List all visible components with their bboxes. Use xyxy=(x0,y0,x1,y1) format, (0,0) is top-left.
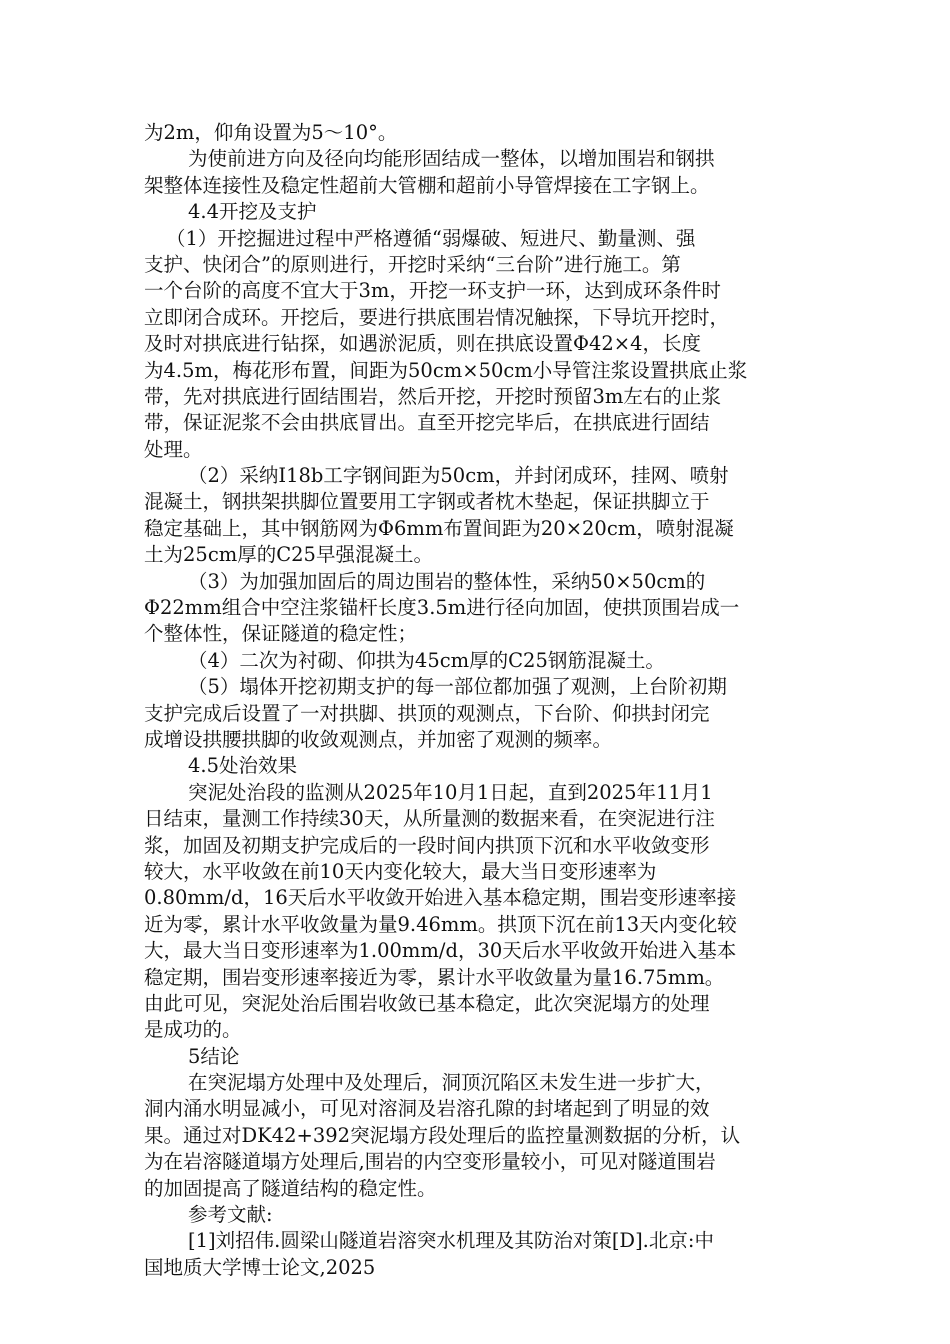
text-line: 的加固提高了隧道结构的稳定性。 xyxy=(144,1176,437,1200)
text-line: 在突泥塌方处理中及处理后，洞顶沉陷区未发生进一步扩大， xyxy=(188,1071,715,1095)
text-line: （3）为加强加固后的周边围岩的整体性，采纳50×50cm的 xyxy=(188,569,706,593)
document-page xyxy=(144,120,806,1281)
text-line: 个整体性，保证隧道的稳定性； xyxy=(144,622,418,646)
text-line: 浆，加固及初期支护完成后的一段时间内拱顶下沉和水平收敛变形 xyxy=(144,833,710,857)
text-line: 参考文献: xyxy=(188,1203,273,1227)
text-line: （4）二次为衬砌、仰拱为45cm厚的C25钢筋混凝土。 xyxy=(188,648,665,672)
text-line: 一个台阶的高度不宜大于3m，开挖一环支护一环，达到成环条件时 xyxy=(144,279,721,303)
text-line: 果。通过对DK42+392突泥塌方段处理后的监控量测数据的分析，认 xyxy=(144,1123,741,1147)
text-line: 洞内涌水明显减小，可见对溶洞及岩溶孔隙的封堵起到了明显的效 xyxy=(144,1097,710,1121)
text-line: 带，保证泥浆不会由拱底冒出。直至开挖完毕后，在拱底进行固结 xyxy=(144,411,710,435)
text-line: 大，最大当日变形速率为1.00mm/d，30天后水平收敛开始进入基本 xyxy=(144,939,737,963)
text-line: （2）采纳I18b工字钢间距为50cm，并封闭成环，挂网、喷射 xyxy=(188,464,729,488)
text-line: 架整体连接性及稳定性超前大管棚和超前小导管焊接在工字钢上。 xyxy=(144,173,710,197)
text-line: 及时对拱底进行钻探，如遇淤泥质，则在拱底设置Φ42×4，长度 xyxy=(144,332,702,356)
text-line: 4.5处治效果 xyxy=(188,754,298,778)
text-line: 处理。 xyxy=(144,437,203,461)
text-line: 为4.5m，梅花形布置，间距为50cm×50cm小导管注浆设置拱底止浆 xyxy=(144,358,748,382)
text-line: 为在岩溶隧道塌方处理后,围岩的内空变形量较小，可见对隧道围岩 xyxy=(144,1150,716,1174)
text-line: 支护完成后设置了一对拱脚、拱顶的观测点，下台阶、仰拱封闭完 xyxy=(144,701,710,725)
text-line: 是成功的。 xyxy=(144,1018,242,1042)
text-line: 支护、快闭合”的原则进行，开挖时采纳“三台阶”进行施工。第 xyxy=(144,252,681,276)
text-line: 稳定期，围岩变形速率接近为零，累计水平收敛量为量16.75mm。 xyxy=(144,965,725,989)
text-line: （5）塌体开挖初期支护的每一部位都加强了观测，上台阶初期 xyxy=(188,675,727,699)
text-line: 成增设拱腰拱脚的收敛观测点，并加密了观测的频率。 xyxy=(144,727,613,751)
text-line: 为2m，仰角设置为5～10°。 xyxy=(144,121,398,144)
text-line: 近为零，累计水平收敛量为量9.46mm。拱顶下沉在前13天内变化较 xyxy=(144,912,737,936)
text-line: [1]刘招伟.圆梁山隧道岩溶突水机理及其防治对策[D].北京:中 xyxy=(188,1229,714,1253)
text-line: （1）开挖掘进过程中严格遵循“弱爆破、短进尺、勤量测、强 xyxy=(166,226,696,250)
text-line: 为使前进方向及径向均能形固结成一整体，以增加围岩和钢拱 xyxy=(188,147,715,171)
text-line: 0.80mm/d，16天后水平收敛开始进入基本稳定期，围岩变形速率接 xyxy=(144,886,737,910)
text-line: 混凝土，钢拱架拱脚位置要用工字钢或者枕木垫起，保证拱脚立于 xyxy=(144,490,710,514)
text-line: Φ22mm组合中空注浆锚杆长度3.5m进行径向加固，使拱顶围岩成一 xyxy=(144,596,740,620)
text-line: 日结束，量测工作持续30天，从所量测的数据来看，在突泥进行注 xyxy=(144,807,715,831)
text-line: 稳定基础上，其中钢筋网为Φ6mm布置间距为20×20cm，喷射混凝 xyxy=(144,516,734,540)
text-line: 立即闭合成环。开挖后，要进行拱底围岩情况触探，下导坑开挖时， xyxy=(144,305,730,329)
text-line: 突泥处治段的监测从2025年10月1日起，直到2025年11月1 xyxy=(188,780,713,804)
text-line: 4.4开挖及支护 xyxy=(188,200,317,224)
text-line: 国地质大学博士论文,2025 xyxy=(144,1255,376,1279)
text-line: 较大，水平收敛在前10天内变化较大，最大当日变形速率为 xyxy=(144,859,657,883)
text-line: 土为25cm厚的C25早强混凝土。 xyxy=(144,543,433,567)
text-line: 由此可见，突泥处治后围岩收敛已基本稳定，此次突泥塌方的处理 xyxy=(144,991,710,1015)
text-line: 带，先对拱底进行固结围岩，然后开挖，开挖时预留3m左右的止浆 xyxy=(144,384,721,408)
text-line: 5结论 xyxy=(188,1044,240,1068)
